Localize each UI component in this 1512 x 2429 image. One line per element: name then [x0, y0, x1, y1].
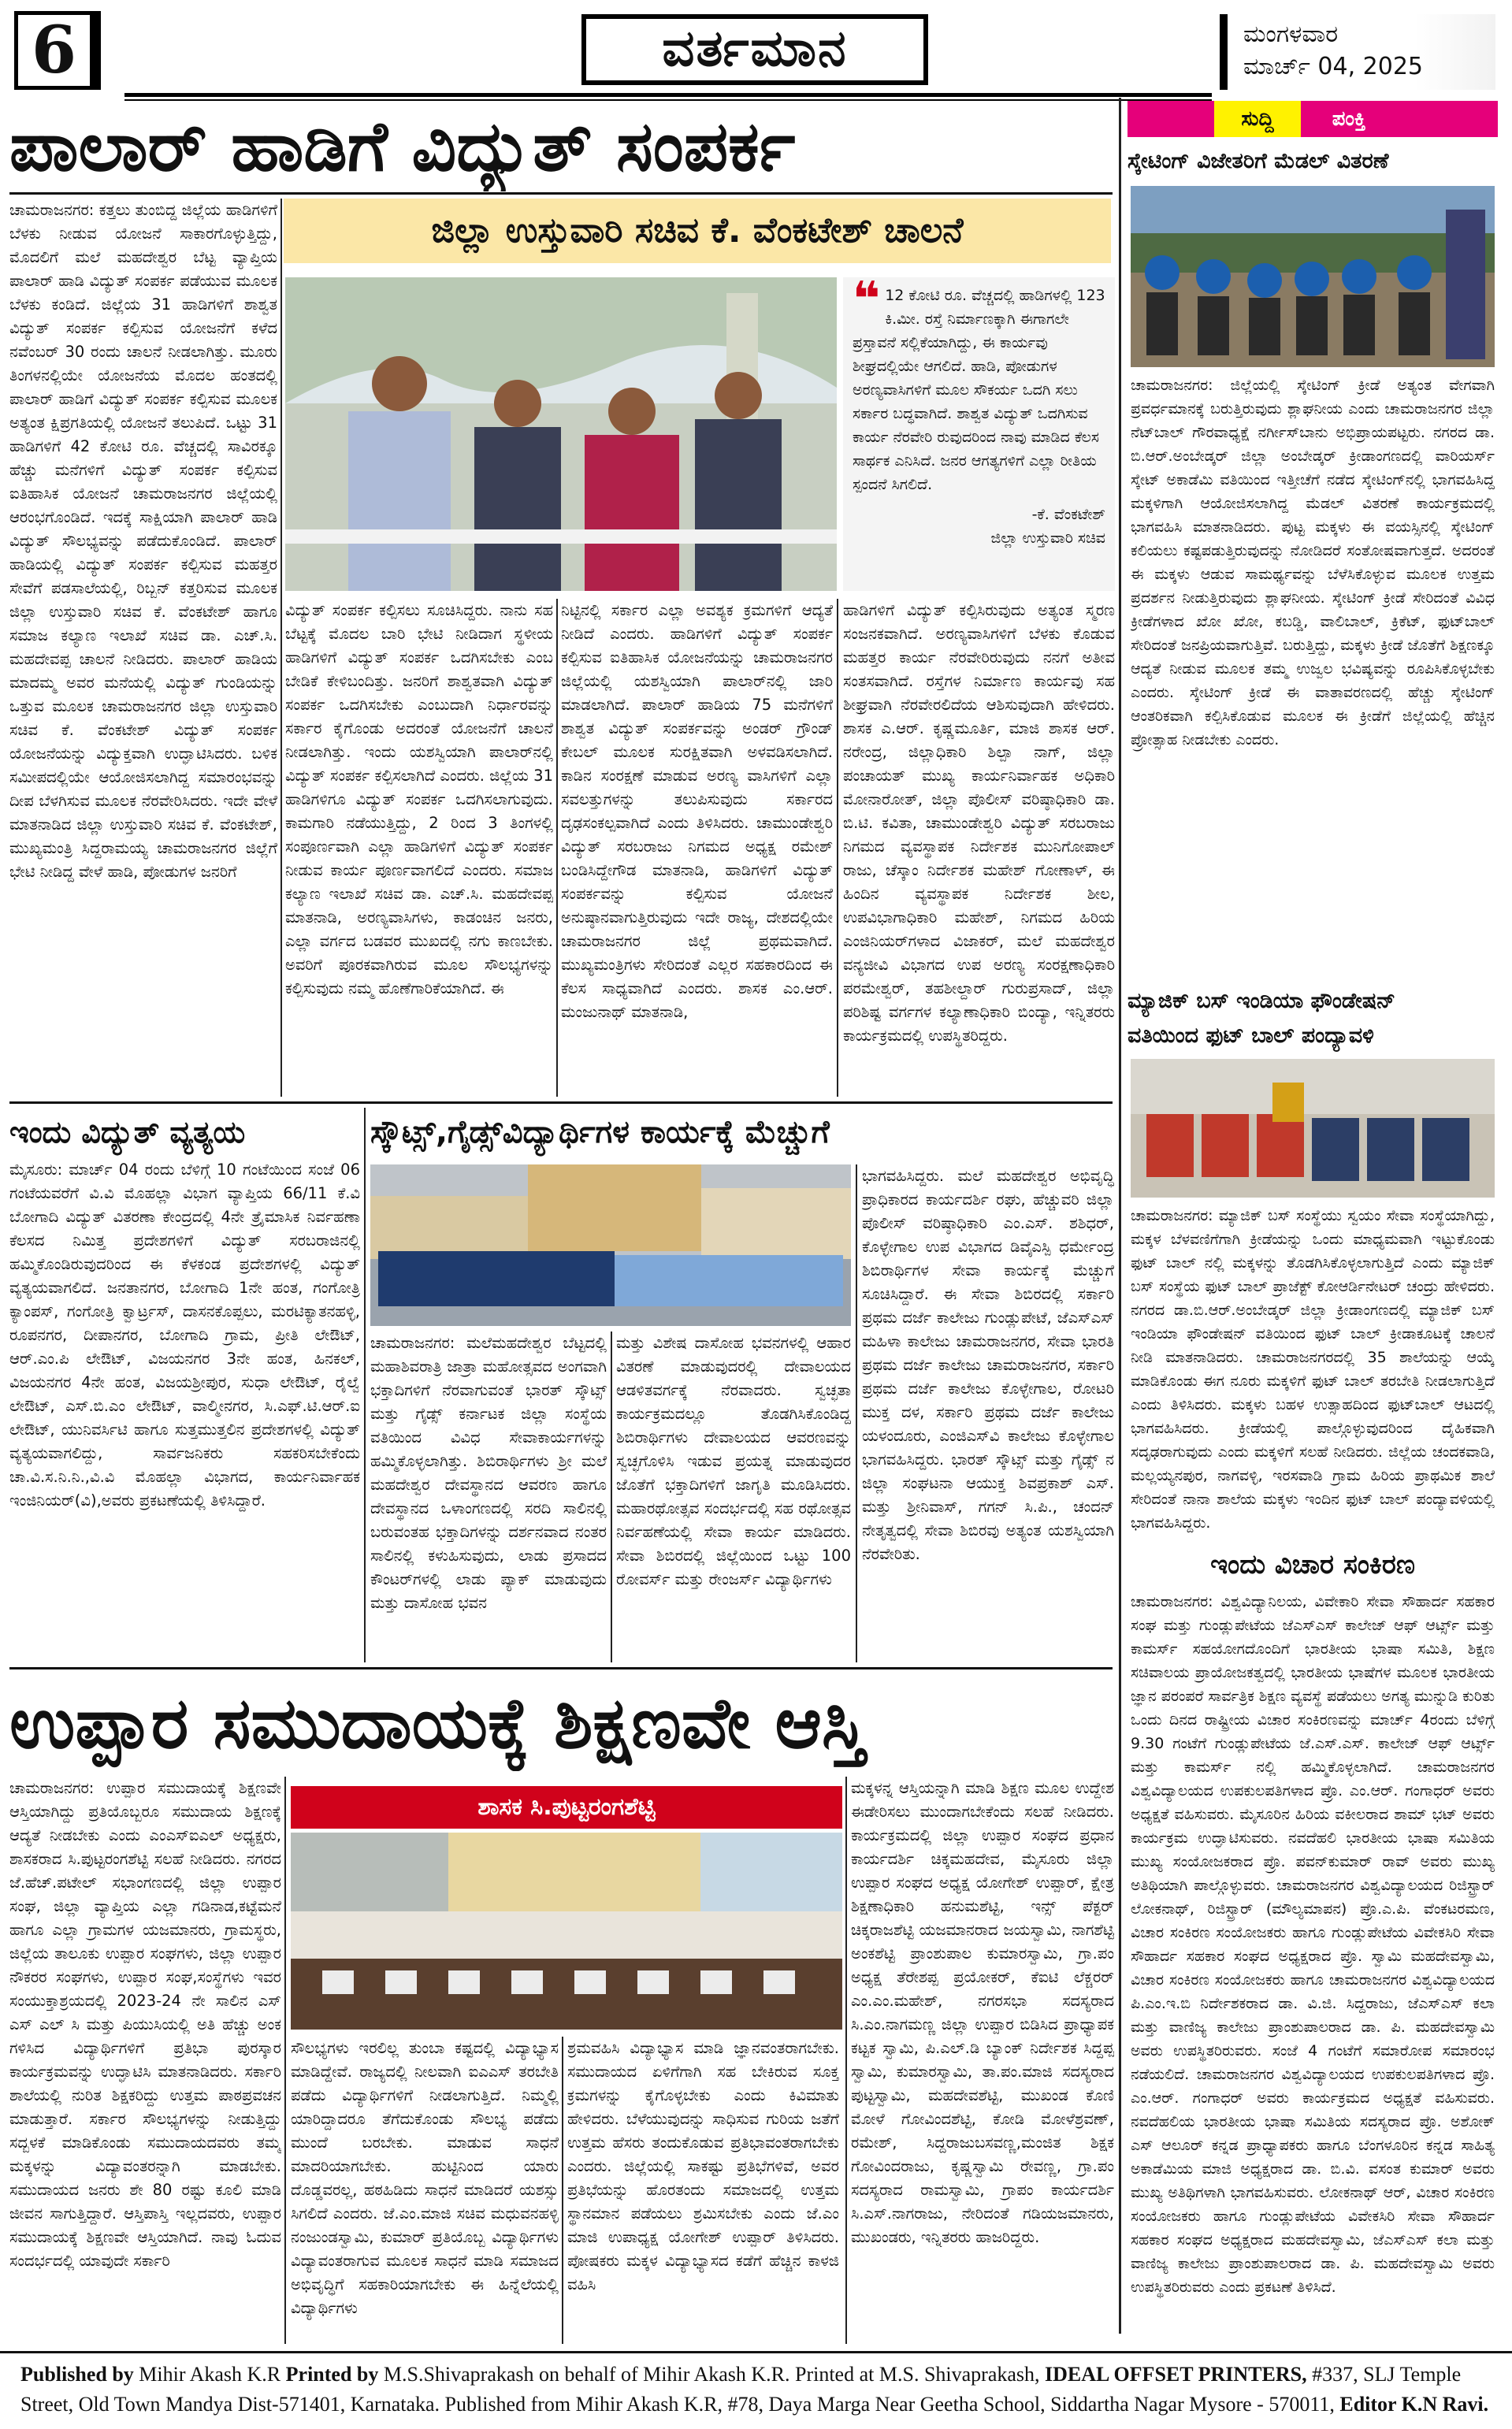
- dateline-date: ಮಾರ್ಚ್ 04, 2025: [1243, 53, 1423, 80]
- column-divider: [611, 1331, 612, 1662]
- suddi-pankti-banner: [1127, 101, 1498, 137]
- scouts-group-image: [370, 1164, 851, 1326]
- story1-quote-box: [843, 272, 1115, 591]
- quote-signature-name: -ಕೆ. ವೆಂಕಟೇಶ್: [1031, 506, 1105, 523]
- story1-column-4: ಹಾಡಿಗಳಿಗೆ ವಿದ್ಯುತ್ ಕಲ್ಪಿಸಿರುವುದು ಅತ್ಯಂತ ಸ್ಮರಣ ಸಂಜನಕವಾಗಿದೆ. ಅರಣ್ಯವಾಸಿಗಳಿಗೆ ಬೆಳಕು ಕೊಡುವ ಮಹತ್ತರ ಕಾರ್ಯ ನೆರವೇರಿರುವುದು ನನಗೆ ಅತೀವ ಸಂತಸವಾಗಿದೆ. ರಸ್ತೆಗಳ ನಿರ್ಮಾಣ ಕಾರ್ಯವು ಸಹ ಶೀಘ್ರವಾಗಿ ನೆರವೇರಲಿದೆಯ ಆಶಿಸುವುದಾಗಿ ಹೇಳಿದರು. ಶಾಸಕ ಎ.ಆರ್. ಕೃಷ್ಣಮೂರ್ತಿ, ಮಾಜಿ ಶಾಸಕ ಆರ್. ನರೇಂದ್ರ, ಜಿಲ್ಲಾಧಿಕಾರಿ ಶಿಲ್ಪಾ ನಾಗ್, ಜಿಲ್ಲಾ ಪಂಚಾಯತ್ ಮುಖ್ಯ ಕಾರ್ಯನಿರ್ವಾಹಕ ಅಧಿಕಾರಿ ಮೋನಾರೋತ್, ಜಿಲ್ಲಾ ಪೊಲೀಸ್ ವರಿಷ್ಠಾಧಿಕಾರಿ ಡಾ. ಬಿ.ಟಿ. ಕವಿತಾ, ಚಾಮುಂಡೇಶ್ವರಿ ವಿದ್ಯುತ್ ಸರಬರಾಜು ನಿಗಮದ ವ್ಯವಸ್ಥಾಪಕ ನಿರ್ದೇಶಕ ಮುನಿಗೋಪಾಲ್ ರಾಜು, ಚೆಸ್ಕಾಂ ನಿರ್ದೇಶಕ ಮಹೇಶ್ ಗೋಣಾಳ್, ಈ ಹಿಂದಿನ ವ್ಯವಸ್ಥಾಪಕ ನಿರ್ದೇಶಕ ಶೀಲ, ಉಪವಿಭಾಗಾಧಿಕಾರಿ ಮಹೇಶ್, ನಿಗಮದ ಹಿರಿಯ ಎಂಜಿನಿಯರ್‌ಗಳಾದ ವಿಜಾಕರ್, ಮಲೆ ಮಹದೇಶ್ವರ ವನ್ಯಜೀವಿ ವಿಭಾಗದ ಉಪ ಅರಣ್ಯ ಸಂರಕ್ಷಣಾಧಿಕಾರಿ ಪರಮೇಶ್ವರ್, ತಹಶೀಲ್ದಾರ್ ಗುರುಪ್ರಸಾದ್, ಜಿಲ್ಲಾ ಪರಿಶಿಷ್ಟ ವರ್ಗಗಳ ಕಲ್ಯಾಣಾಧಿಕಾರಿ ಬಿಂದ್ಯಾ, ಇನ್ನಿತರರು ಕಾರ್ಯಕ್ರಮದಲ್ಲಿ ಉಪಸ್ಥಿತರಿದ್ದರು.: [843, 601, 1115, 1045]
- story1-rule: [9, 192, 1113, 195]
- sidebar-news-column: [1119, 98, 1501, 2334]
- story1-quote-text: 12 ಕೋಟಿ ರೂ. ವೆಚ್ಚದಲ್ಲಿ ಹಾಡಿಗಳಲ್ಲಿ 123 ಕಿ.ಮೀ. ರಸ್ತೆ ನಿರ್ಮಾಣಕ್ಕಾಗಿ ಈಗಾಗಲೇ ಪ್ರಸ್ತಾವನೆ ಸಲ್ಲಿಕೆಯಾಗಿದ್ದು, ಈ ಕಾರ್ಯವು ಶೀಘ್ರದಲ್ಲಿಯೇ ಆಗಲಿದೆ. ಹಾಡಿ, ಪೋಡುಗಳ ಅರಣ್ಯವಾಸಿಗಳಿಗೆ ಮೂಲ ಸೌಕರ್ಯ ಒದಗಿ ಸಲು ಸರ್ಕಾರ ಬದ್ಧವಾಗಿದೆ. ಶಾಶ್ವತ ವಿದ್ಯುತ್ ಒದಗಿಸುವ ಕಾರ್ಯ ನೆರವೇರಿ ರುವುದರಿಂದ ನಾವು ಮಾಡಿದ ಕೆಲಸ ಸಾರ್ಥಕ ಎನಿಸಿದೆ. ಜನರ ಆಗತ್ಯಗಳಿಗೆ ಎಲ್ಲಾ ರೀತಿಯ ಸ್ಪಂದನೆ ಸಿಗಲಿದೆ.: [853, 287, 1105, 493]
- story3-column-1: ಚಾಮರಾಜನಗರ: ಮಲೆಮಹದೇಶ್ವರ ಬೆಟ್ಟದಲ್ಲಿ ಮಹಾಶಿವರಾತ್ರಿ ಜಾತ್ರಾ ಮಹೋತ್ಸವದ ಅಂಗವಾಗಿ ಭಕ್ತಾದಿಗಳಿಗೆ ನೆರವಾಗುವಂತೆ ಭಾರತ್ ಸ್ಕೌಟ್ಸ್ ಮತ್ತು ಗೈಡ್ಸ್ ಕರ್ನಾಟಕ ಜಿಲ್ಲಾ ಸಂಸ್ಥೆಯ ವತಿಯಿಂದ ವಿವಿಧ ಸೇವಾಕಾರ್ಯಗಳನ್ನು ಹಮ್ಮಿಕೊಳ್ಳಲಾಗಿತ್ತು. ಶಿಬಿರಾರ್ಥಿಗಳು ಶ್ರೀ ಮಲೆ ಮಹದೇಶ್ವರ ದೇವಸ್ಥಾನದ ಆವರಣ ಹಾಗೂ ದೇವಸ್ಥಾನದ ಒಳಾಂಗಣದಲ್ಲಿ ಸರದಿ ಸಾಲಿನಲ್ಲಿ ಬರುವಂತಹ ಭಕ್ತಾದಿಗಳನ್ನು ದರ್ಶನವಾದ ನಂತರ ಸಾಲಿನಲ್ಲಿ ಕಳುಹಿಸುವುದು, ಲಾಡು ಪ್ರಸಾದದ ಕೌಂಟರ್‌ಗಳಲ್ಲಿ ಲಾಡು ಪ್ಯಾಕ್ ಮಾಡುವುದು ಮತ್ತು ದಾಸೋಹ ಭವನ: [370, 1334, 607, 1612]
- masthead: [14, 11, 1498, 98]
- story1-ribbon-cutting-photo: [285, 277, 837, 591]
- footer-printed-label: Printed by: [285, 2363, 379, 2386]
- story3-headline: ಸ್ಕೌಟ್ಸ್,ಗೈಡ್ಸ್‌ವಿದ್ಯಾರ್ಥಿಗಳ ಕಾರ್ಯಕ್ಕೆ ಮೆಚ್ಚುಗೆ: [370, 1114, 830, 1150]
- award-ceremony-image: [291, 1833, 842, 2030]
- quote-signature-title: ಜಿಲ್ಲಾ ಉಸ್ತುವಾರಿ ಸಚಿವ: [990, 529, 1105, 547]
- story1-column-2: ವಿದ್ಯುತ್ ಸಂಪರ್ಕ ಕಲ್ಪಿಸಲು ಸೂಚಿಸಿದ್ದರು. ನಾನು ಸಹ ಬೆಟ್ಟಕ್ಕೆ ಮೊದಲ ಬಾರಿ ಭೇಟಿ ನೀಡಿದಾಗ ಸ್ಥಳೀಯ ಹಾಡಿಗಳಿಗೆ ವಿದ್ಯುತ್ ಸಂಪರ್ಕ ಒದಗಿಸಬೇಕು ಎಂಬ ಬೇಡಿಕೆ ಕೇಳಿಬಂದಿತ್ತು. ಜನರಿಗೆ ಶಾಶ್ವತವಾಗಿ ವಿದ್ಯುತ್ ಸಂಪರ್ಕ ಒದಗಿಸಬೇಕು ಎಂಬುದಾಗಿ ನಿರ್ಧಾರವನ್ನು ಸರ್ಕಾರ ಕೈಗೊಂಡು ಅದರಂತೆ ಯೋಜನೆಗೆ ಚಾಲನೆ ನೀಡಲಾಗಿತ್ತು. ಇಂದು ಯಶಸ್ವಿಯಾಗಿ ಪಾಲಾರ್‌ನಲ್ಲಿ ವಿದ್ಯುತ್ ಸಂಪರ್ಕ ಕಲ್ಪಿಸಲಾಗಿದೆ ಎಂದರು. ಜಿಲ್ಲೆಯ 31 ಹಾಡಿಗಳಿಗೂ ವಿದ್ಯುತ್ ಸಂಪರ್ಕ ಒದಗಿಸಲಾಗುವುದು. ಕಾಮಗಾರಿ ನಡೆಯುತ್ತಿದ್ದು, 2 ರಿಂದ 3 ತಿಂಗಳಲ್ಲಿ ಸಂಪೂರ್ಣವಾಗಿ ಎಲ್ಲಾ ಹಾಡಿಗಳಿಗೆ ವಿದ್ಯುತ್ ಸಂಪರ್ಕ ನೀಡುವ ಕಾರ್ಯ ಪೂರ್ಣವಾಗಲಿದೆ ಎಂದರು. ಸಮಾಜ ಕಲ್ಯಾಣ ಇಲಾಖೆ ಸಚಿವ ಡಾ. ಎಚ್.ಸಿ. ಮಹದೇವಪ್ಪ ಮಾತನಾಡಿ, ಅರಣ್ಯವಾಸಿಗಳು, ಕಾಡಂಚಿನ ಜನರು, ಎಲ್ಲಾ ವರ್ಗದ ಬಡವರ ಮುಖದಲ್ಲಿ ನಗು ಕಾಣಬೇಕು. ಅವರಿಗೆ ಪೂರಕವಾಗಿರುವ ಮೂಲ ಸೌಲಭ್ಯಗಳನ್ನು ಕಲ್ಪಿಸುವುದು ನಮ್ಮ ಹೊಣೆಗಾರಿಕೆಯಾಗಿದೆ. ಈ: [285, 601, 553, 997]
- football-team-image: [1131, 1059, 1495, 1198]
- column-divider: [556, 599, 558, 1097]
- story1-column-1: ಚಾಮರಾಜನಗರ: ಕತ್ತಲು ತುಂಬಿದ್ದ ಜಿಲ್ಲೆಯ ಹಾಡಿಗಳಿಗೆ ಬೆಳಕು ನೀಡುವ ಯೋಜನೆ ಸಾಕಾರಗೊಳ್ಳುತ್ತಿದ್ದು, ಮೊದಲಿಗೆ ಮಲೆ ಮಹದೇಶ್ವರ ಬೆಟ್ಟ ವ್ಯಾಪ್ತಿಯ ಪಾಲಾರ್ ಹಾಡಿ ವಿದ್ಯುತ್ ಸಂಪರ್ಕ ಪಡೆಯುವ ಮೂಲಕ ಬೆಳಕು ಕಂಡಿದೆ. ಜಿಲ್ಲೆಯ 31 ಹಾಡಿಗಳಿಗೆ ಶಾಶ್ವತ ವಿದ್ಯುತ್ ಸಂಪರ್ಕ ಕಲ್ಪಿಸುವ ಯೋಜನೆಗೆ ಕಳೆದ ನವೆಂಬರ್ 30 ರಂದು ಚಾಲನೆ ನೀಡಲಾಗಿತ್ತು. ಮೂರು ತಿಂಗಳನಲ್ಲಿಯೇ ಯೋಜನೆಯ ಮೊದಲ ಹಂತದಲ್ಲಿ ಪಾಲಾರ್ ಹಾಡಿಗೆ ವಿದ್ಯುತ್ ಸಂಪರ್ಕ ಕಲ್ಪಿಸುವ ಮೂಲಕ ಅತ್ಯಂತ ಕ್ಷಿಪ್ರಗತಿಯಲ್ಲಿ ಯೋಜನೆ ತಲುಪಿದೆ. ಒಟ್ಟು 31 ಹಾಡಿಗಳಿಗೆ 42 ಕೋಟಿ ರೂ. ವೆಚ್ಚದಲ್ಲಿ ಸಾವಿರಕ್ಕೂ ಹೆಚ್ಚು ಮನೆಗಳಿಗೆ ವಿದ್ಯುತ್ ಸಂಪರ್ಕ ಕಲ್ಪಿಸುವ ಐತಿಹಾಸಿಕ ಯೋಜನೆ ಚಾಮರಾಜನಗರ ಜಿಲ್ಲೆಯಲ್ಲಿ ಆರಂಭಗೊಂಡಿದೆ. ಇದಕ್ಕೆ ಸಾಕ್ಷಿಯಾಗಿ ಪಾಲಾರ್ ಹಾಡಿ ವಿದ್ಯುತ್ ಸೌಲಭ್ಯವನ್ನು ಪಡೆದುಕೊಂಡಿದೆ. ಪಾಲಾರ್ ಹಾಡಿಯಲ್ಲಿ ವಿದ್ಯುತ್ ಸಂಪರ್ಕ ಕಲ್ಪಿಸುವ ಮಹತ್ತರ ಸೇವೆಗೆ ಪಡಸಾಲೆಯಲ್ಲಿ, ರಿಬ್ಬನ್ ಕತ್ತರಿಸುವ ಮೂಲಕ ಜಿಲ್ಲಾ ಉಸ್ತುವಾರಿ ಸಚಿವ ಕೆ. ವೆಂಕಟೇಶ್ ಹಾಗೂ ಸಮಾಜ ಕಲ್ಯಾಣ ಇಲಾಖೆ ಸಚಿವ ಡಾ. ಎಚ್.ಸಿ. ಮಹದೇವಪ್ಪ ಚಾಲನೆ ನೀಡಿದರು. ಪಾಲಾರ್ ಹಾಡಿಯ ಮಾದಮ್ಮ ಅವರ ಮನೆಯಲ್ಲಿ ವಿದ್ಯುತ್ ಗುಂಡಿಯನ್ನು ಒತ್ತುವ ಮೂಲಕ ಚಾಮರಾಜನಗರ ಜಿಲ್ಲಾ ಉಸ್ತುವಾರಿ ಸಚಿವ ಕೆ. ವೆಂಕಟೇಶ್ ವಿದ್ಯುತ್ ಸಂಪರ್ಕ ಯೋಜನೆಯನ್ನು ವಿದ್ಯುಕ್ತವಾಗಿ ಉದ್ಘಾಟಿಸಿದರು. ಬಳಿಕ ಸಮೀಪದಲ್ಲಿಯೇ ಆಯೋಜಿಸಲಾಗಿದ್ದ ಸಮಾರಂಭವನ್ನು ದೀಪ ಬೆಳಗಿಸುವ ಮೂಲಕ ನೆರವೇರಿಸಿದರು. ಇದೇ ವೇಳೆ ಮಾತನಾಡಿದ ಜಿಲ್ಲಾ ಉಸ್ತುವಾರಿ ಸಚಿವ ಕೆ. ವೆಂಕಟೇಶ್, ಮುಖ್ಯಮಂತ್ರಿ ಸಿದ್ದರಾಮಯ್ಯ ಚಾಮರಾಜನಗರ ಜಿಲ್ಲೆಗೆ ಭೇಟಿ ನೀಡಿದ್ದ ವೇಳೆ ಹಾಡಿ, ಪೋಡುಗಳ ಜನರಿಗೆ: [9, 201, 277, 881]
- column-divider: [280, 199, 282, 1097]
- sidebar-story3-headline: ಇಂದು ವಿಚಾರ ಸಂಕಿರಣ: [1210, 1549, 1415, 1580]
- footer-published-label: Published by: [20, 2363, 134, 2386]
- newspaper-logo: ವರ್ತಮಾನ: [581, 14, 928, 85]
- footer-publisher: Mihir Akash K.R: [139, 2363, 281, 2386]
- column-divider: [837, 599, 838, 1097]
- masthead-rule: [124, 93, 1212, 97]
- story3-column-3: ಭಾಗವಹಿಸಿದ್ದರು. ಮಲೆ ಮಹದೇಶ್ವರ ಅಭಿವೃದ್ಧಿ ಪ್ರಾಧಿಕಾರದ ಕಾರ್ಯದರ್ಶಿ ರಘು, ಹೆಚ್ಚುವರಿ ಜಿಲ್ಲಾ ಪೊಲೀಸ್ ವರಿಷ್ಠಾಧಿಕಾರಿ ಎಂ.ಎಸ್. ಶಶಿಧರ್, ಕೊಳ್ಳೇಗಾಲ ಉಪ ವಿಭಾಗದ ಡಿವೈಎಸ್ಪಿ ಧರ್ಮೇಂದ್ರ ಶಿಬಿರಾರ್ಥಿಗಳ ಸೇವಾ ಕಾರ್ಯಕ್ಕೆ ಮೆಚ್ಚುಗೆ ಸೂಚಿಸಿದ್ದಾರೆ. ಈ ಸೇವಾ ಶಿಬಿರದಲ್ಲಿ ಸರ್ಕಾರಿ ಪ್ರಥಮ ದರ್ಜೆ ಕಾಲೇಜು ಗುಂಡ್ಲುಪೇಟೆ, ಜೆಎಸ್ಎಸ್ ಮಹಿಳಾ ಕಾಲೇಜು ಚಾಮರಾಜನಗರ, ಸೇವಾ ಭಾರತಿ ಪ್ರಥಮ ದರ್ಜೆ ಕಾಲೇಜು ಚಾಮರಾಜನಗರ, ಸರ್ಕಾರಿ ಪ್ರಥಮ ದರ್ಜೆ ಕಾಲೇಜು ಕೊಳ್ಳೇಗಾಲ, ರೋಟರಿ ಮುಕ್ತ ದಳ, ಸರ್ಕಾರಿ ಪ್ರಥಮ ದರ್ಜೆ ಕಾಲೇಜು ಯಳಂದೂರು, ಎಂಜಿಎಸ್‌ವಿ ಕಾಲೇಜು ಕೊಳ್ಳೇಗಾಲ ಭಾಗವಹಿಸಿದ್ದರು. ಭಾರತ್ ಸ್ಕೌಟ್ಸ್ ಮತ್ತು ಗೈಡ್ಸ್ ನ ಜಿಲ್ಲಾ ಸಂಘಟನಾ ಆಯುಕ್ತ ಶಿವಪ್ರಕಾಶ್ ಎಸ್. ಮತ್ತು ಶ್ರೀನಿವಾಸ್, ಗಗನ್ ಸಿ.ಪಿ., ಚಂದನ್ ನೇತೃತ್ವದಲ್ಲಿ ಸೇವಾ ಶಿಬಿರವು ಅತ್ಯಂತ ಯಶಸ್ವಿಯಾಗಿ ನೆರವೇರಿತು.: [862, 1167, 1114, 1563]
- story4-column-4: ಮಕ್ಕಳನ್ನ ಆಸ್ತಿಯನ್ನಾಗಿ ಮಾಡಿ ಶಿಕ್ಷಣ ಮೂಲ ಉದ್ದೇಶ ಈಡೇರಿಸಲು ಮುಂದಾಗಬೇಕೆಂದು ಸಲಹೆ ನೀಡಿದರು. ಕಾರ್ಯಕ್ರಮದಲ್ಲಿ ಜಿಲ್ಲಾ ಉಪ್ಪಾರ ಸಂಘದ ಪ್ರಧಾನ ಕಾರ್ಯದರ್ಶಿ ಚಿಕ್ಕಮಹದೇವ, ಮೈಸೂರು ಜಿಲ್ಲಾ ಉಪ್ಪಾರ ಸಂಘದ ಅಧ್ಯಕ್ಷ ಯೋಗೇಶ್ ಉಪ್ಪಾರ್, ಕ್ಷೇತ್ರ ಶಿಕ್ಷಣಾಧಿಕಾರಿ ಹನುಮಶೆಟ್ಟಿ, ಇನ್ಸ್ ಪೆಕ್ಟರ್ ಚಿಕ್ಕರಾಜಶೆಟ್ಟಿ ಯಜಮಾನರಾದ ಜಯಸ್ವಾಮಿ, ನಾಗಶೆಟ್ಟಿ ಅಂಕಶೆಟ್ಟಿ ಪ್ರಾಂಶುಪಾಲ ಕುಮಾರಸ್ವಾಮಿ, ಗ್ರಾ.ಪಂ ಅಧ್ಯಕ್ಷ ತೆರೇಶಪ್ಪ ಪ್ರಯೋಕರ್, ಕೆಐಟಿ ಲೆಕ್ಚರರ್ ಎಂ.ಎಂ.ಮಹೇಶ್, ನಗರಸಭಾ ಸದಸ್ಯರಾದ ಸಿ.ಎಂ.ನಾಗಮಣ್ಣ ಜಿಲ್ಲಾ ಉಪ್ಪಾರ ಬಿಡಿಸಿದ ಪ್ರಾಧ್ಯಾಪಕ ಕಟ್ಟಕ ಸ್ವಾಮಿ, ಪಿ.ಎಲ್.ಡಿ ಬ್ಯಾಂಕ್ ನಿರ್ದೇಶಕ ಸಿದ್ದಪ್ಪ ಸ್ವಾಮಿ, ಕುಮಾರಸ್ವಾಮಿ, ತಾ.ಪಂ.ಮಾಜಿ ಸದಸ್ಯರಾದ ಪುಟ್ಟಸ್ವಾಮಿ, ಮಹದೇವಶೆಟ್ಟಿ, ಮುಖಂಡ ಕೊಣಿ ಮೋಳೆ ಗೋವಿಂದಶೆಟ್ಟಿ, ಕೋಡಿ ಮೋಳೆಶ್ರವಣ್, ರಮೇಶ್, ಸಿದ್ದರಾಜುಬಸವಣ್ಣ,ಮಂಜಿತ ಶಿಕ್ಷಕ ಗೋವಿಂದರಾಜು, ಕೃಷ್ಣಸ್ವಾಮಿ ರೇವಣ್ಣ, ಗ್ರಾ.ಪಂ ಸದಸ್ಯರಾದ ರಾಮಸ್ವಾಮಿ, ಗ್ರಾಪಂ ಕಾರ್ಯದರ್ಶಿ ಸಿ.ಎಸ್.ನಾಗರಾಜು, ನೇರಿದಂತೆ ಗಡಿಯಜಮಾನರು, ಮುಖಂಡರು, ಇನ್ನಿತರರು ಹಾಜರಿದ್ದರು.: [851, 1779, 1114, 2246]
- column-divider: [364, 1108, 366, 1662]
- story3-scouts-group-photo: [370, 1164, 851, 1326]
- footer-press-name: IDEAL OFFSET PRINTERS,: [1045, 2363, 1307, 2386]
- skating-children-image: [1131, 186, 1495, 367]
- skating-winners-photo: [1131, 186, 1495, 367]
- footer-editor: Editor K.N Ravi.: [1339, 2393, 1489, 2416]
- sidebar-story1-headline: ಸ್ಕೇಟಿಂಗ್ ವಿಜೇತರಿಗೆ ಮೆಡಲ್ ವಿತರಣೆ: [1127, 149, 1389, 173]
- dateline: [1220, 14, 1495, 90]
- imprint-footer: [0, 2351, 1512, 2429]
- footer-printed-text: M.S.Shivaprakash on behalf of Mihir Akash K.R. Printed at M.S. Shivaprakash,: [383, 2363, 1040, 2386]
- story4-column-1: ಚಾಮರಾಜನಗರ: ಉಪ್ಪಾರ ಸಮುದಾಯಕ್ಕೆ ಶಿಕ್ಷಣವೇ ಆಸ್ತಿಯಾಗಿದ್ದು ಪ್ರತಿಯೊಬ್ಬರೂ ಸಮುದಾಯ ಶಿಕ್ಷಣಕ್ಕೆ ಆದ್ಯತೆ ನೀಡಬೇಕು ಎಂದು ಎಂಎಸ್ಐಎಲ್ ಅಧ್ಯಕ್ಷರು, ಶಾಸಕರಾದ ಸಿ.ಪುಟ್ಟರಂಗಶೆಟ್ಟಿ ಸಲಹೆ ನೀಡಿದರು. ನಗರದ ಜೆ.ಹೆಚ್.ಪಟೇಲ್ ಸಭಾಂಗಣದಲ್ಲಿ ಜಿಲ್ಲಾ ಉಪ್ಪಾರ ಸಂಘ, ಜಿಲ್ಲಾ ವ್ಯಾಪ್ತಿಯ ಎಲ್ಲಾ ಗಡಿನಾಡ,ಕಟ್ಟೆಮನೆ ಹಾಗೂ ಎಲ್ಲಾ ಗ್ರಾಮಗಳ ಯಜಮಾನರು, ಗ್ರಾಮಸ್ಥರು, ಜಿಲ್ಲೆಯ ತಾಲೂಕು ಉಪ್ಪಾರ ಸಂಘಗಳು, ಜಿಲ್ಲಾ ಉಪ್ಪಾರ ನೌಕರರ ಸಂಘಗಳು, ಉಪ್ಪಾರ ಸಂಘ,ಸಂಸ್ಥೆಗಳು ಇವರ ಸಂಯುಕ್ತಾಶ್ರಯದಲ್ಲಿ 2023-24 ನೇ ಸಾಲಿನ ಎಸ್ ಎಸ್ ಎಲ್ ಸಿ ಮತ್ತು ಪಿಯುಸಿಯಲ್ಲಿ ಅತಿ ಹೆಚ್ಚು ಅಂಕ ಗಳಿಸಿದ ವಿದ್ಯಾರ್ಥಿಗಳಿಗೆ ಪ್ರತಿಭಾ ಪುರಸ್ಕಾರ ಕಾರ್ಯಕ್ರಮವನ್ನು ಉದ್ಘಾಟಿಸಿ ಮಾತನಾಡಿದರು. ಸರ್ಕಾರಿ ಶಾಲೆಯಲ್ಲಿ ನುರಿತ ಶಿಕ್ಷಕರಿದ್ದು ಉತ್ತಮ ಪಾಠಪ್ರವಚನ ಮಾಡುತ್ತಾರೆ. ಸರ್ಕಾರ ಸೌಲಭ್ಯಗಳನ್ನು ನೀಡುತ್ತಿದ್ದು ಸದ್ಬಳಕೆ ಮಾಡಿಕೊಂಡು ಸಮುದಾಯದವರು ತಮ್ಮ ಮಕ್ಕಳನ್ನು ವಿದ್ಯಾವಂತರನ್ನಾಗಿ ಮಾಡಬೇಕು. ಸಮುದಾಯದ ಜನರು ಶೇ 80 ರಷ್ಟು ಕೂಲಿ ಮಾಡಿ ಜೀವನ ಸಾಗುತ್ತಿದ್ದಾರೆ. ಆಸ್ತಿಪಾಸ್ತಿ ಇಲ್ಲದವರು, ಉಪ್ಪಾರ ಸಮುದಾಯಕ್ಕೆ ಶಿಕ್ಷಣವೇ ಆಸ್ತಿಯಾಗಿದೆ. ನಾವು ಓದುವ ಸಂದರ್ಭದಲ್ಲಿ ಯಾವುದೇ ಸರ್ಕಾರಿ: [9, 1779, 281, 2270]
- dateline-day: ಮಂಗಳವಾರ: [1243, 20, 1339, 48]
- story2-headline: ಇಂದು ವಿದ್ಯುತ್ ವ್ಯತ್ಯಯ: [9, 1115, 246, 1150]
- football-tournament-photo: [1131, 1059, 1495, 1198]
- footer-press-address: #337, SLJ Temple Street, Old Town Mandya Dist-571401, Karnataka. Published from Mihir Akash K.R, #78, Daya Marga Near Geetha School, Siddartha Nagar Mysore - 570011,: [20, 2363, 1462, 2416]
- story1-subheadline: ಜಿಲ್ಲಾ ಉಸ್ತುವಾರಿ ಸಚಿವ ಕೆ. ವೆಂಕಟೇಶ್ ಚಾಲನೆ: [284, 199, 1111, 263]
- banner-label-suddi: ಸುದ್ದಿ: [1214, 101, 1301, 137]
- page-number: 6: [14, 11, 101, 90]
- sidebar-story3-body: ಚಾಮರಾಜನಗರ: ವಿಶ್ವವಿದ್ಯಾನಿಲಯ, ವಿವೇಕಾರಿ ಸೇವಾ ಸೌಹಾರ್ದ ಸಹಕಾರ ಸಂಘ ಮತ್ತು ಗುಂಡ್ಲುಪೇಟೆಯ ಜೆಎಸ್ಎಸ್ ಕಾಲೇಜ್ ಆಫ್ ಆರ್ಟ್ಸ್ ಮತ್ತು ಕಾಮರ್ಸ್ ಸಹಯೋಗದೊಂದಿಗೆ ಭಾರತೀಯ ಭಾಷಾ ಸಮಿತಿ, ಶಿಕ್ಷಣ ಸಚಿವಾಲಯ ಪ್ರಾಯೋಜಕತ್ವದಲ್ಲಿ ಭಾರತೀಯ ಭಾಷೆಗಳ ಮೂಲಕ ಭಾರತೀಯ ಜ್ಞಾನ ಪರಂಪರೆ ಸಾರ್ವತ್ರಿಕ ಶಿಕ್ಷಣ ವ್ಯವಸ್ಥೆ ಪಡೆಯಲು ಅಗತ್ಯ ಮುನ್ನುಡಿ ಕುರಿತು ಒಂದು ದಿನದ ರಾಷ್ಟ್ರೀಯ ವಿಚಾರ ಸಂಕಿರಣವನ್ನು ಮಾರ್ಚ್ 4ರಂದು ಬೆಳಿಗ್ಗೆ 9.30 ಗಂಟೆಗೆ ಗುಂಡ್ಲುಪೇಟೆಯ ಜೆ.ಎಸ್.ಎಸ್. ಕಾಲೇಜ್ ಆಫ್ ಆರ್ಟ್ಸ್ ಮತ್ತು ಕಾಮರ್ಸ್ ನಲ್ಲಿ ಹಮ್ಮಿಕೊಳ್ಳಲಾಗಿದೆ. ಚಾಮರಾಜನಗರ ವಿಶ್ವವಿದ್ಯಾಲಯದ ಉಪಕುಲಪತಿಗಳಾದ ಪ್ರೊ. ಎಂ.ಆರ್. ಗಂಗಾಧರ್ ಅವರು ಅಧ್ಯಕ್ಷತೆ ವಹಿಸುವರು. ಮೈಸೂರಿನ ಹಿರಿಯ ವಕೀಲರಾದ ಶಾಮ್ ಭಟ್ ಅವರು ಕಾರ್ಯಕ್ರಮ ಉದ್ಘಾಟಿಸುವರು. ನವದೆಹಲಿ ಭಾರತೀಯ ಭಾಷಾ ಸಮಿತಿಯ ಮುಖ್ಯ ಸಂಯೋಜಕರಾದ ಪ್ರೊ. ಪವನ್‌ಕುಮಾರ್ ರಾವ್ ಅವರು ಮುಖ್ಯ ಅತಿಥಿಯಾಗಿ ಪಾಲ್ಗೊಳ್ಳುವರು. ಚಾಮರಾಜನಗರ ವಿಶ್ವವಿದ್ಯಾಲಯದ ರಿಜಿಸ್ಟ್ರಾರ್ ಲೋಕನಾಥ್, ರಿಜಿಸ್ಟ್ರಾರ್ (ಮೌಲ್ಯಮಾಪನ) ಪ್ರೊ.ಎ.ಪಿ. ವೆಂಕಟರಮಣ, ವಿಚಾರ ಸಂಕಿರಣ ಸಂಯೋಜಕರು ಹಾಗೂ ಗುಂಡ್ಲುಪೇಟೆಯ ವಿವೇಕಸಿರಿ ಸೇವಾ ಸೌಹಾರ್ದ ಸಹಕಾರ ಸಂಘದ ಅಧ್ಯಕ್ಷರಾದ ಪ್ರೊ. ಸ್ವಾಮಿ ಮಹದೇವಸ್ವಾಮಿ, ವಿಚಾರ ಸಂಕಿರಣ ಸಂಯೋಜಕರು ಹಾಗೂ ಚಾಮರಾಜನಗರ ವಿಶ್ವವಿದ್ಯಾಲಯದ ಪಿ.ಎಂ.ಇ.ಬಿ ನಿರ್ದೇಶಕರಾದ ಡಾ. ವಿ.ಜಿ. ಸಿದ್ದರಾಜು, ಜೆಎಸ್ಎಸ್ ಕಲಾ ಮತ್ತು ವಾಣಿಜ್ಯ ಕಾಲೇಜು ಪ್ರಾಂಶುಪಾಲರಾದ ಡಾ. ಪಿ. ಮಹದೇವಸ್ವಾಮಿ ಅವರು ಉಪಸ್ಥಿತರಿರುವರು. ಸಂಜೆ 4 ಗಂಟೆಗೆ ಸಮಾರೋಪ ಸಮಾರಂಭ ನಡೆಯಲಿದೆ. ಚಾಮರಾಜನಗರ ವಿಶ್ವವಿದ್ಯಾಲಯದ ಉಪಕುಲಪತಿಗಳಾದ ಪ್ರೊ. ಎಂ.ಆರ್. ಗಂಗಾಧರ್ ಅವರು ಕಾರ್ಯಕ್ರಮದ ಅಧ್ಯಕ್ಷತೆ ವಹಿಸುವರು. ನವದೆಹಲಿಯ ಭಾರತೀಯ ಭಾಷಾ ಸಮಿತಿಯ ಸದಸ್ಯರಾದ ಪ್ರೊ. ಅಶೋಕ್ ಎಸ್ ಆಲೂರ್ ಕನ್ನಡ ಪ್ರಾಧ್ಯಾಪಕರು ಹಾಗೂ ಬೆಂಗಳೂರಿನ ಕನ್ನಡ ಸಾಹಿತ್ಯ ಅಕಾಡೆಮಿಯ ಮಾಜಿ ಅಧ್ಯಕ್ಷರಾದ ಡಾ. ಬಿ.ವಿ. ವಸಂತ ಕುಮಾರ್ ಅವರು ಮುಖ್ಯ ಅತಿಥಿಗಳಾಗಿ ಭಾಗವಹಿಸುವರು. ಲೋಕನಾಥ್ ಆರ್, ವಿಚಾರ ಸಂಕಿರಣ ಸಂಯೋಜಕರು ಹಾಗೂ ಗುಂಡ್ಲುಪೇಟೆಯ ವಿವೇಕಸಿರಿ ಸೇವಾ ಸೌಹಾರ್ದ ಸಹಕಾರ ಸಂಘದ ಅಧ್ಯಕ್ಷರಾದ ಮಹದೇವಸ್ವಾಮಿ, ಜೆಎಸ್ಎಸ್ ಕಲಾ ಮತ್ತು ವಾಣಿಜ್ಯ ಕಾಲೇಜು ಪ್ರಾಂಶುಪಾಲರಾದ ಡಾ. ಪಿ. ಮಹದೇವಸ್ವಾಮಿ ಅವರು ಉಪಸ್ಥಿತರಿರುವರು ಎಂದು ಪ್ರಕಟಣೆ ತಿಳಿಸಿದೆ.: [1131, 1593, 1495, 2296]
- column-divider: [845, 1777, 847, 2344]
- column-divider: [284, 1777, 286, 2344]
- column-divider: [562, 2037, 563, 2344]
- story1-headline: ಪಾಲಾರ್ ಹಾಡಿಗೆ ವಿದ್ಯುತ್ ಸಂಪರ್ಕ: [9, 106, 796, 187]
- quote-mark-icon: ❝: [853, 272, 881, 327]
- story2-body: ಮೈಸೂರು: ಮಾರ್ಚ್ 04 ರಂದು ಬೆಳಿಗ್ಗೆ 10 ಗಂಟೆಯಿಂದ ಸಂಜೆ 06 ಗಂಟೆಯವರೆಗೆ ವಿ.ವಿ ಮೊಹಲ್ಲಾ ವಿಭಾಗ ವ್ಯಾಪ್ತಿಯ 66/11 ಕೆ.ವಿ ಬೋಗಾದಿ ವಿದ್ಯುತ್ ವಿತರಣಾ ಕೇಂದ್ರದಲ್ಲಿ 4ನೇ ತ್ರೈಮಾಸಿಕ ನಿರ್ವಹಣಾ ಕೆಲಸದ ನಿಮಿತ್ತ ಪ್ರದೇಶಗಳಿಗೆ ವಿದ್ಯುತ್ ಸರಬರಾಜಿನಲ್ಲಿ ಹಮ್ಮಿಕೊಂಡಿರುವುದರಿಂದ ಈ ಕೆಳಕಂಡ ಪ್ರದೇಶಗಳಲ್ಲಿ ವಿದ್ಯುತ್ ವ್ಯತ್ಯಯವಾಗಲಿದೆ. ಜನತಾನಗರ, ಬೋಗಾದಿ 1ನೇ ಹಂತ, ಗಂಗೋತ್ರಿ ಕ್ಯಾಂಪಸ್, ಗಂಗೋತ್ರಿ ಕ್ವಾರ್ಟ್ರಸ್, ದಾಸನಕೊಪ್ಪಲು, ಮರಟಿಕ್ಯಾತನಹಳ್ಳಿ, ರೂಪನಗರ, ದೀಪಾನಗರ, ಬೋಗಾದಿ ಗ್ರಾಮ, ಪ್ರೀತಿ ಲೇಔಟ್, ಆರ್.ಎಂ.ಪಿ ಲೇಔಟ್, ವಿಜಯನಗರ 3ನೇ ಹಂತ, ಹಿನಕಲ್, ವಿಜಯನಗರ 4ನೇ ಹಂತ, ವಿಜಯಶ್ರೀಪುರ, ಸುಧಾ ಲೇಔಟ್, ರೈಲ್ವೆ ಲೇಔಟ್, ಎಸ್.ಬಿ.ಎಂ ಲೇಔಟ್, ವಾಲ್ಮೀನಗರ, ಸಿ.ಎಫ್.ಟಿ.ಆರ್.ಐ ಲೇಔಟ್, ಯುನಿವರ್ಸಿಟಿ ಹಾಗೂ ಸುತ್ತಮುತ್ತಲಿನ ಪ್ರದೇಶಗಳಲ್ಲಿ ವಿದ್ಯುತ್ ವ್ಯತ್ಯಯವಾಗಲಿದ್ದು, ಸಾರ್ವಜನಿಕರು ಸಹಕರಿಸಬೇಕೆಂದು ಚಾ.ವಿ.ಸ.ನಿ.ನಿ.,ವಿ.ವಿ ಮೊಹಲ್ಲಾ ವಿಭಾಗದ, ಕಾರ್ಯನಿರ್ವಾಹಕ ಇಂಜಿನಿಯರ್(ವಿ),ಅವರು ಪ್ರಕಟಣೆಯಲ್ಲಿ ತಿಳಿಸಿದ್ದಾರೆ.: [9, 1161, 360, 1510]
- sidebar-story2-body: ಚಾಮರಾಜನಗರ: ಮ್ಯಾಜಿಕ್ ಬಸ್ ಸಂಸ್ಥೆಯು ಸ್ವಯಂ ಸೇವಾ ಸಂಸ್ಥೆಯಾಗಿದ್ದು, ಮಕ್ಕಳ ಬೆಳವಣಿಗೆಗಾಗಿ ಕ್ರೀಡೆಯನ್ನು ಒಂದು ಮಾಧ್ಯಮವಾಗಿ ಇಟ್ಟುಕೊಂಡು ಫುಟ್ ಬಾಲ್ ನಲ್ಲಿ ಮಕ್ಕಳನ್ನು ತೊಡಗಿಸಿಕೊಳ್ಳಲಾಗುತ್ತಿದೆ ಎಂದು ಮ್ಯಾಜಿಕ್ ಬಸ್ ಸಂಸ್ಥೆಯ ಫುಟ್ ಬಾಲ್ ಪ್ರಾಜೆಕ್ಟ್ ಕೋಆರ್ಡಿನೇಟರ್ ಚಂದ್ರು ಹೇಳಿದರು. ನಗರದ ಡಾ.ಬಿ.ಆರ್.ಅಂಬೇಡ್ಕರ್ ಜಿಲ್ಲಾ ಕ್ರೀಡಾಂಗಣದಲ್ಲಿ ಮ್ಯಾಜಿಕ್ ಬಸ್ ಇಂಡಿಯಾ ಫೌಂಡೇಷನ್ ವತಿಯಿಂದ ಫುಟ್ ಬಾಲ್ ಕ್ರೀಡಾಕೂಟಕ್ಕೆ ಚಾಲನೆ ನೀಡಿ ಮಾತನಾಡಿದರು. ಚಾಮರಾಜನಗರದಲ್ಲಿ 35 ಶಾಲೆಯನ್ನು ಆಯ್ಕೆ ಮಾಡಿಕೊಂಡು ಈಗ ನೂರು ಮಕ್ಕಳಿಗೆ ಫುಟ್ ಬಾಲ್ ತರಬೇತಿ ನೀಡಲಾಗುತ್ತಿದೆ ಎಂದು ತಿಳಿಸಿದರು. ಮಕ್ಕಳು ಬಹಳ ಉತ್ಸಾಹದಿಂದ ಫುಟ್‌ಬಾಲ್ ಆಟದಲ್ಲಿ ಭಾಗವಹಿಸಿದರು. ಕ್ರೀಡೆಯಲ್ಲಿ ಪಾಲ್ಗೊಳ್ಳುವುದರಿಂದ ದೈಹಿಕವಾಗಿ ಸದೃಢರಾಗುವುದು ಎಂದು ಮಕ್ಕಳಿಗೆ ಸಲಹೆ ನೀಡಿದರು. ಜಿಲ್ಲೆಯ ಚಂದಕವಾಡಿ, ಮಲ್ಲಯ್ಯನಪುರ, ನಾಗವಳ್ಳಿ, ಇರಸವಾಡಿ ಗ್ರಾಮ ಹಿರಿಯ ಪ್ರಾಥಮಿಕ ಶಾಲೆ ಸೇರಿದಂತೆ ನಾನಾ ಶಾಲೆಯ ಮಕ್ಕಳು ಇಂದಿನ ಫುಟ್ ಬಾಲ್ ಪಂದ್ಯಾವಳಿಯಲ್ಲಿ ಭಾಗವಹಿಸಿದ್ದರು.: [1131, 1207, 1495, 1532]
- section-rule: [9, 1101, 1113, 1104]
- story1-column-3: ನಿಟ್ಟಿನಲ್ಲಿ ಸರ್ಕಾರ ಎಲ್ಲಾ ಅವಶ್ಯಕ ಕ್ರಮಗಳಿಗೆ ಆದ್ಯತೆ ನೀಡಿದೆ ಎಂದರು. ಹಾಡಿಗಳಿಗೆ ವಿದ್ಯುತ್ ಸಂಪರ್ಕ ಕಲ್ಪಿಸುವ ಐತಿಹಾಸಿಕ ಯೋಜನೆಯನ್ನು ಚಾಮರಾಜನಗರ ಜಿಲ್ಲೆಯಲ್ಲಿ ಯಶಸ್ವಿಯಾಗಿ ಪಾಲಾರ್‌ನಲ್ಲಿ ಜಾರಿ ಮಾಡಲಾಗಿದೆ. ಪಾಲಾರ್ ಹಾಡಿಯ 75 ಮನೆಗಳಿಗೆ ಶಾಶ್ವತ ವಿದ್ಯುತ್ ಸಂಪರ್ಕವನ್ನು ಅಂಡರ್ ಗ್ರೌಂಡ್ ಕೇಬಲ್ ಮೂಲಕ ಸುರಕ್ಷಿತವಾಗಿ ಅಳವಡಿಸಲಾಗಿದೆ. ಕಾಡಿನ ಸಂರಕ್ಷಣೆ ಮಾಡುವ ಅರಣ್ಯ ವಾಸಿಗಳಿಗೆ ಎಲ್ಲಾ ಸವಲತ್ತುಗಳನ್ನು ತಲುಪಿಸುವುದು ಸರ್ಕಾರದ ದೃಢಸಂಕಲ್ಪವಾಗಿದೆ ಎಂದು ತಿಳಿಸಿದರು. ಚಾಮುಂಡೇಶ್ವರಿ ವಿದ್ಯುತ್ ಸರಬರಾಜು ನಿಗಮದ ಅಧ್ಯಕ್ಷ ರಮೇಶ್ ಬಂಡಿಸಿದ್ದೇಗೌಡ ಮಾತನಾಡಿ, ಹಾಡಿಗಳಿಗೆ ವಿದ್ಯುತ್ ಸಂಪರ್ಕವನ್ನು ಕಲ್ಪಿಸುವ ಯೋಜನೆ ಅನುಷ್ಠಾನವಾಗುತ್ತಿರುವುದು ಇದೇ ರಾಜ್ಯ, ದೇಶದಲ್ಲಿಯೇ ಚಾಮರಾಜನಗರ ಜಿಲ್ಲೆ ಪ್ರಥಮವಾಗಿದೆ. ಮುಖ್ಯಮಂತ್ರಿಗಳು ಸೇರಿದಂತೆ ಎಲ್ಲರ ಸಹಕಾರದಿಂದ ಈ ಕೆಲಸ ಸಾಧ್ಯವಾಗಿದೆ ಎಂದರು. ಶಾಸಕ ಎಂ.ಆರ್. ಮಂಜುನಾಥ್ ಮಾತನಾಡಿ,: [561, 601, 833, 1021]
- story4-headline: ಉಪ್ಪಾರ ಸಮುದಾಯಕ್ಕೆ ಶಿಕ್ಷಣವೇ ಆಸ್ತಿ: [9, 1682, 866, 1765]
- column-divider: [856, 1164, 857, 1662]
- story4-column-3: ಶ್ರಮವಹಿಸಿ ವಿದ್ಯಾಭ್ಯಾಸ ಮಾಡಿ ಜ್ಞಾನವಂತರಾಗಬೇಕು. ಸಮುದಾಯದ ಏಳಿಗೆಗಾಗಿ ಸಹ ಬೇಕಿರುವ ಸೂಕ್ತ ಕ್ರಮಗಳನ್ನು ಕೈಗೊಳ್ಳಬೇಕು ಎಂದು ಕಿವಿಮಾತು ಹೇಳಿದರು. ಬೆಳೆಯುವುದನ್ನು ಸಾಧಿಸುವ ಗುರಿಯ ಜತೆಗೆ ಉತ್ತಮ ಹೆಸರು ತಂದುಕೊಡುವ ಪ್ರತಿಭಾವಂತರಾಗಬೇಕು ಎಂದರು. ಜಿಲ್ಲೆಯಲ್ಲಿ ಸಾಕಷ್ಟು ಪ್ರತಿಭೆಗಳಿವೆ, ಅವರ ಪ್ರತಿಭೆಯನ್ನು ಹೊರತಂದು ಸಮಾಜದಲ್ಲಿ ಉತ್ತಮ ಸ್ಥಾನಮಾನ ಪಡೆಯಲು ಶ್ರಮಿಸಬೇಕು ಎಂದು ಜೆ.ಎಂ ಮಾಜಿ ಉಪಾಧ್ಯಕ್ಷ ಯೋಗೇಶ್ ಉಪ್ಪಾರ್ ತಿಳಿಸಿದರು. ಪೋಷಕರು ಮಕ್ಕಳ ವಿದ್ಯಾಭ್ಯಾಸದ ಕಡೆಗೆ ಹೆಚ್ಚಿನ ಕಾಳಜಿ ವಹಿಸಿ: [567, 2039, 839, 2293]
- sidebar-story1-body: ಚಾಮರಾಜನಗರ: ಜಿಲ್ಲೆಯಲ್ಲಿ ಸ್ಕೇಟಿಂಗ್ ಕ್ರೀಡೆ ಅತ್ಯಂತ ವೇಗವಾಗಿ ಪ್ರವರ್ಧಮಾನಕ್ಕೆ ಬರುತ್ತಿರುವುದು ಶ್ಲಾಘನೀಯ ಎಂದು ಚಾಮರಾಜನಗರ ಜಿಲ್ಲಾ ನೆಟ್‌ಬಾಲ್ ಗೌರವಾಧ್ಯಕ್ಷೆ ನರ್ಗೀಸ್‌ಬಾನು ಅಭಿಪ್ರಾಯಪಟ್ಟರು. ನಗರದ ಡಾ. ಬಿ.ಆರ್.ಅಂಬೇಡ್ಕರ್ ಜಿಲ್ಲಾ ಅಂಬೇಡ್ಕರ್ ಕ್ರೀಡಾಂಗಣದಲ್ಲಿ ವಾರಿಯರ್ಸ್ ಸ್ಕೇಟ್ ಅಕಾಡೆಮಿ ವತಿಯಿಂದ ಇತ್ತೀಚೆಗೆ ನಡೆದ ಸ್ಕೇಟಿಂಗ್‌ನಲ್ಲಿ ಭಾಗವಹಿಸಿದ್ದ ಮಕ್ಕಳಿಗಾಗಿ ಆಯೋಜಿಸಲಾಗಿದ್ದ ಮೆಡಲ್ ವಿತರಣೆ ಕಾರ್ಯಕ್ರಮದಲ್ಲಿ ಭಾಗವಹಿಸಿ ಮಾತನಾಡಿದರು. ಪುಟ್ಟ ಮಕ್ಕಳು ಈ ವಯಸ್ಸಿನಲ್ಲಿ ಸ್ಕೇಟಿಂಗ್ ಕಲಿಯಲು ಕಷ್ಟಪಡುತ್ತಿರುವುದನ್ನು ನೋಡಿದರೆ ಸಂತೋಷವಾಗುತ್ತದೆ. ಅದರಂತೆ ಈ ಮಕ್ಕಳು ಆಡುವ ಸಾಮರ್ಥ್ಯವನ್ನು ಬೆಳೆಸಿಕೊಳ್ಳುವ ಮೂಲಕ ಉತ್ತಮ ಪ್ರದರ್ಶನ ನೀಡುತ್ತಿರುವುದು ಶ್ಲಾಘನೀಯ. ಸ್ಕೇಟಿಂಗ್ ಕ್ರೀಡೆ ಸೇರಿದಂತೆ ವಿವಿಧ ಕ್ರೀಡೆಗಳಾದ ಖೋ ಖೋ, ಕಬಡ್ಡಿ, ವಾಲಿಬಾಲ್, ಕ್ರಿಕೆಟ್, ಫುಟ್‌ಬಾಲ್ ಸೇರಿದಂತೆ ಜನಪ್ರಿಯವಾಗುತ್ತಿವೆ. ಬರುತ್ತಿದ್ದು, ಮಕ್ಕಳು ಕ್ರೀಡೆ ಜೊತೆಗೆ ಶಿಕ್ಷಣಕ್ಕೂ ಆದ್ಯತೆ ನೀಡುವ ಮೂಲಕ ತಮ್ಮ ಉಜ್ವಲ ಭವಿಷ್ಯವನ್ನು ರೂಪಿಸಿಕೊಳ್ಳಬೇಕು ಎಂದರು. ಸ್ಕೇಟಿಂಗ್ ಕ್ರೀಡೆ ಈ ವಾತಾವರಣದಲ್ಲಿ ಹೆಚ್ಚು ಸ್ಕೇಟಿಂಗ್ ಆಂತರಿಕವಾಗಿ ಕಲ್ಪಿಸಿಕೊಡುವ ಮೂಲಕ ಈ ಕ್ರೀಡೆಗೆ ಜಿಲ್ಲೆಯಲ್ಲಿ ಹೆಚ್ಚಿನ ಪ್ರೋತ್ಸಾಹ ನೀಡಬೇಕು ಎಂದರು.: [1131, 377, 1495, 748]
- ribbon-cutting-image: [285, 277, 837, 591]
- story4-column-2: ಸೌಲಭ್ಯಗಳು ಇರಲಿಲ್ಲ ತುಂಬಾ ಕಷ್ಟದಲ್ಲಿ ವಿದ್ಯಾಭ್ಯಾಸ ಮಾಡಿದ್ದೇವೆ. ರಾಜ್ಯದಲ್ಲಿ ನೀಲವಾಗಿ ಐಎಎಸ್ ತರಬೇತಿ ಪಡೆದು ವಿದ್ಯಾರ್ಥಿಗಳಿಗೆ ನೀಡಲಾಗುತ್ತಿದೆ. ನಿಮ್ಮಲ್ಲಿ ಯಾರಿದ್ದಾದರೂ ತೆಗೆದುಕೊಂಡು ಸೌಲಭ್ಯ ಪಡೆದು ಮುಂದೆ ಬರಬೇಕು. ಮಾಡುವ ಸಾಧನೆ ಮಾದರಿಯಾಗಬೇಕು. ಹುಟ್ಟಿನಿಂದ ಯಾರು ದೊಡ್ಡವರಲ್ಲ, ಹಠಹಿಡಿದು ಸಾಧನೆ ಮಾಡಿದರೆ ಯಶಸ್ಸು ಸಿಗಲಿದೆ ಎಂದರು. ಜೆ.ಎಂ.ಮಾಜಿ ಸಚಿವ ಮಧುವನಹಳ್ಳಿ ನಂಜುಂಡಸ್ವಾಮಿ, ಕುಮಾರ್ ಪ್ರತಿಯೊಬ್ಬ ವಿದ್ಯಾರ್ಥಿಗಳು ವಿದ್ಯಾವಂತರಾಗುವ ಮೂಲಕ ಸಾಧನೆ ಮಾಡಿ ಸಮಾಜದ ಅಭಿವೃದ್ಧಿಗೆ ಸಹಕಾರಿಯಾಗಬೇಕು ಈ ಹಿನ್ನೆಲೆಯಲ್ಲಿ ವಿದ್ಯಾರ್ಥಿಗಳು: [291, 2039, 559, 2317]
- sidebar-story2-headline-line1: ಮ್ಯಾಜಿಕ್ ಬಸ್ ಇಂಡಿಯಾ ಫೌಂಡೇಷನ್: [1127, 989, 1395, 1013]
- story4-banner: ಶಾಸಕ ಸಿ.ಪುಟ್ಟರಂಗಶೆಟ್ಟಿ: [291, 1786, 842, 1829]
- section-rule: [9, 1667, 1113, 1669]
- story3-column-2: ಮತ್ತು ವಿಶೇಷ ದಾಸೋಹ ಭವನಗಳಲ್ಲಿ ಆಹಾರ ವಿತರಣೆ ಮಾಡುವುದರಲ್ಲಿ ದೇವಾಲಯದ ಆಡಳಿತವರ್ಗಕ್ಕೆ ನೆರವಾದರು. ಸ್ವಚ್ಛತಾ ಕಾರ್ಯಕ್ರಮದಲ್ಲೂ ತೊಡಗಿಸಿಕೊಂಡಿದ್ದ ಶಿಬಿರಾರ್ಥಿಗಳು ದೇವಾಲಯದ ಆವರಣವನ್ನು ಸ್ವಚ್ಛಗೊಳಿಸಿ ಇಡುವ ಪ್ರಯತ್ನ ಮಾಡುವುದರ ಜೊತೆಗೆ ಭಕ್ತಾದಿಗಳಿಗೆ ಜಾಗೃತಿ ಮೂಡಿಸಿದರು. ಮಹಾರಥೋತ್ಸವ ಸಂದರ್ಭದಲ್ಲಿ ಸಹ ರಥೋತ್ಸವ ನಿರ್ವಹಣೆಯಲ್ಲಿ ಸೇವಾ ಕಾರ್ಯ ಮಾಡಿದರು. ಸೇವಾ ಶಿಬಿರದಲ್ಲಿ ಜಿಲ್ಲೆಯಿಂದ ಒಟ್ಟು 100 ರೋವರ್ಸ್ ಮತ್ತು ರೇಂಜರ್ಸ್ ವಿದ್ಯಾರ್ಥಿಗಳು: [616, 1334, 851, 1588]
- sidebar-story2-headline-line2: ವತಿಯಿಂದ ಫುಟ್ ಬಾಲ್ ಪಂದ್ಯಾವಳಿ: [1127, 1023, 1374, 1048]
- banner-label-pankti: ಪಂಕ್ತಿ: [1332, 107, 1366, 131]
- story4-award-ceremony-photo: [291, 1833, 842, 2030]
